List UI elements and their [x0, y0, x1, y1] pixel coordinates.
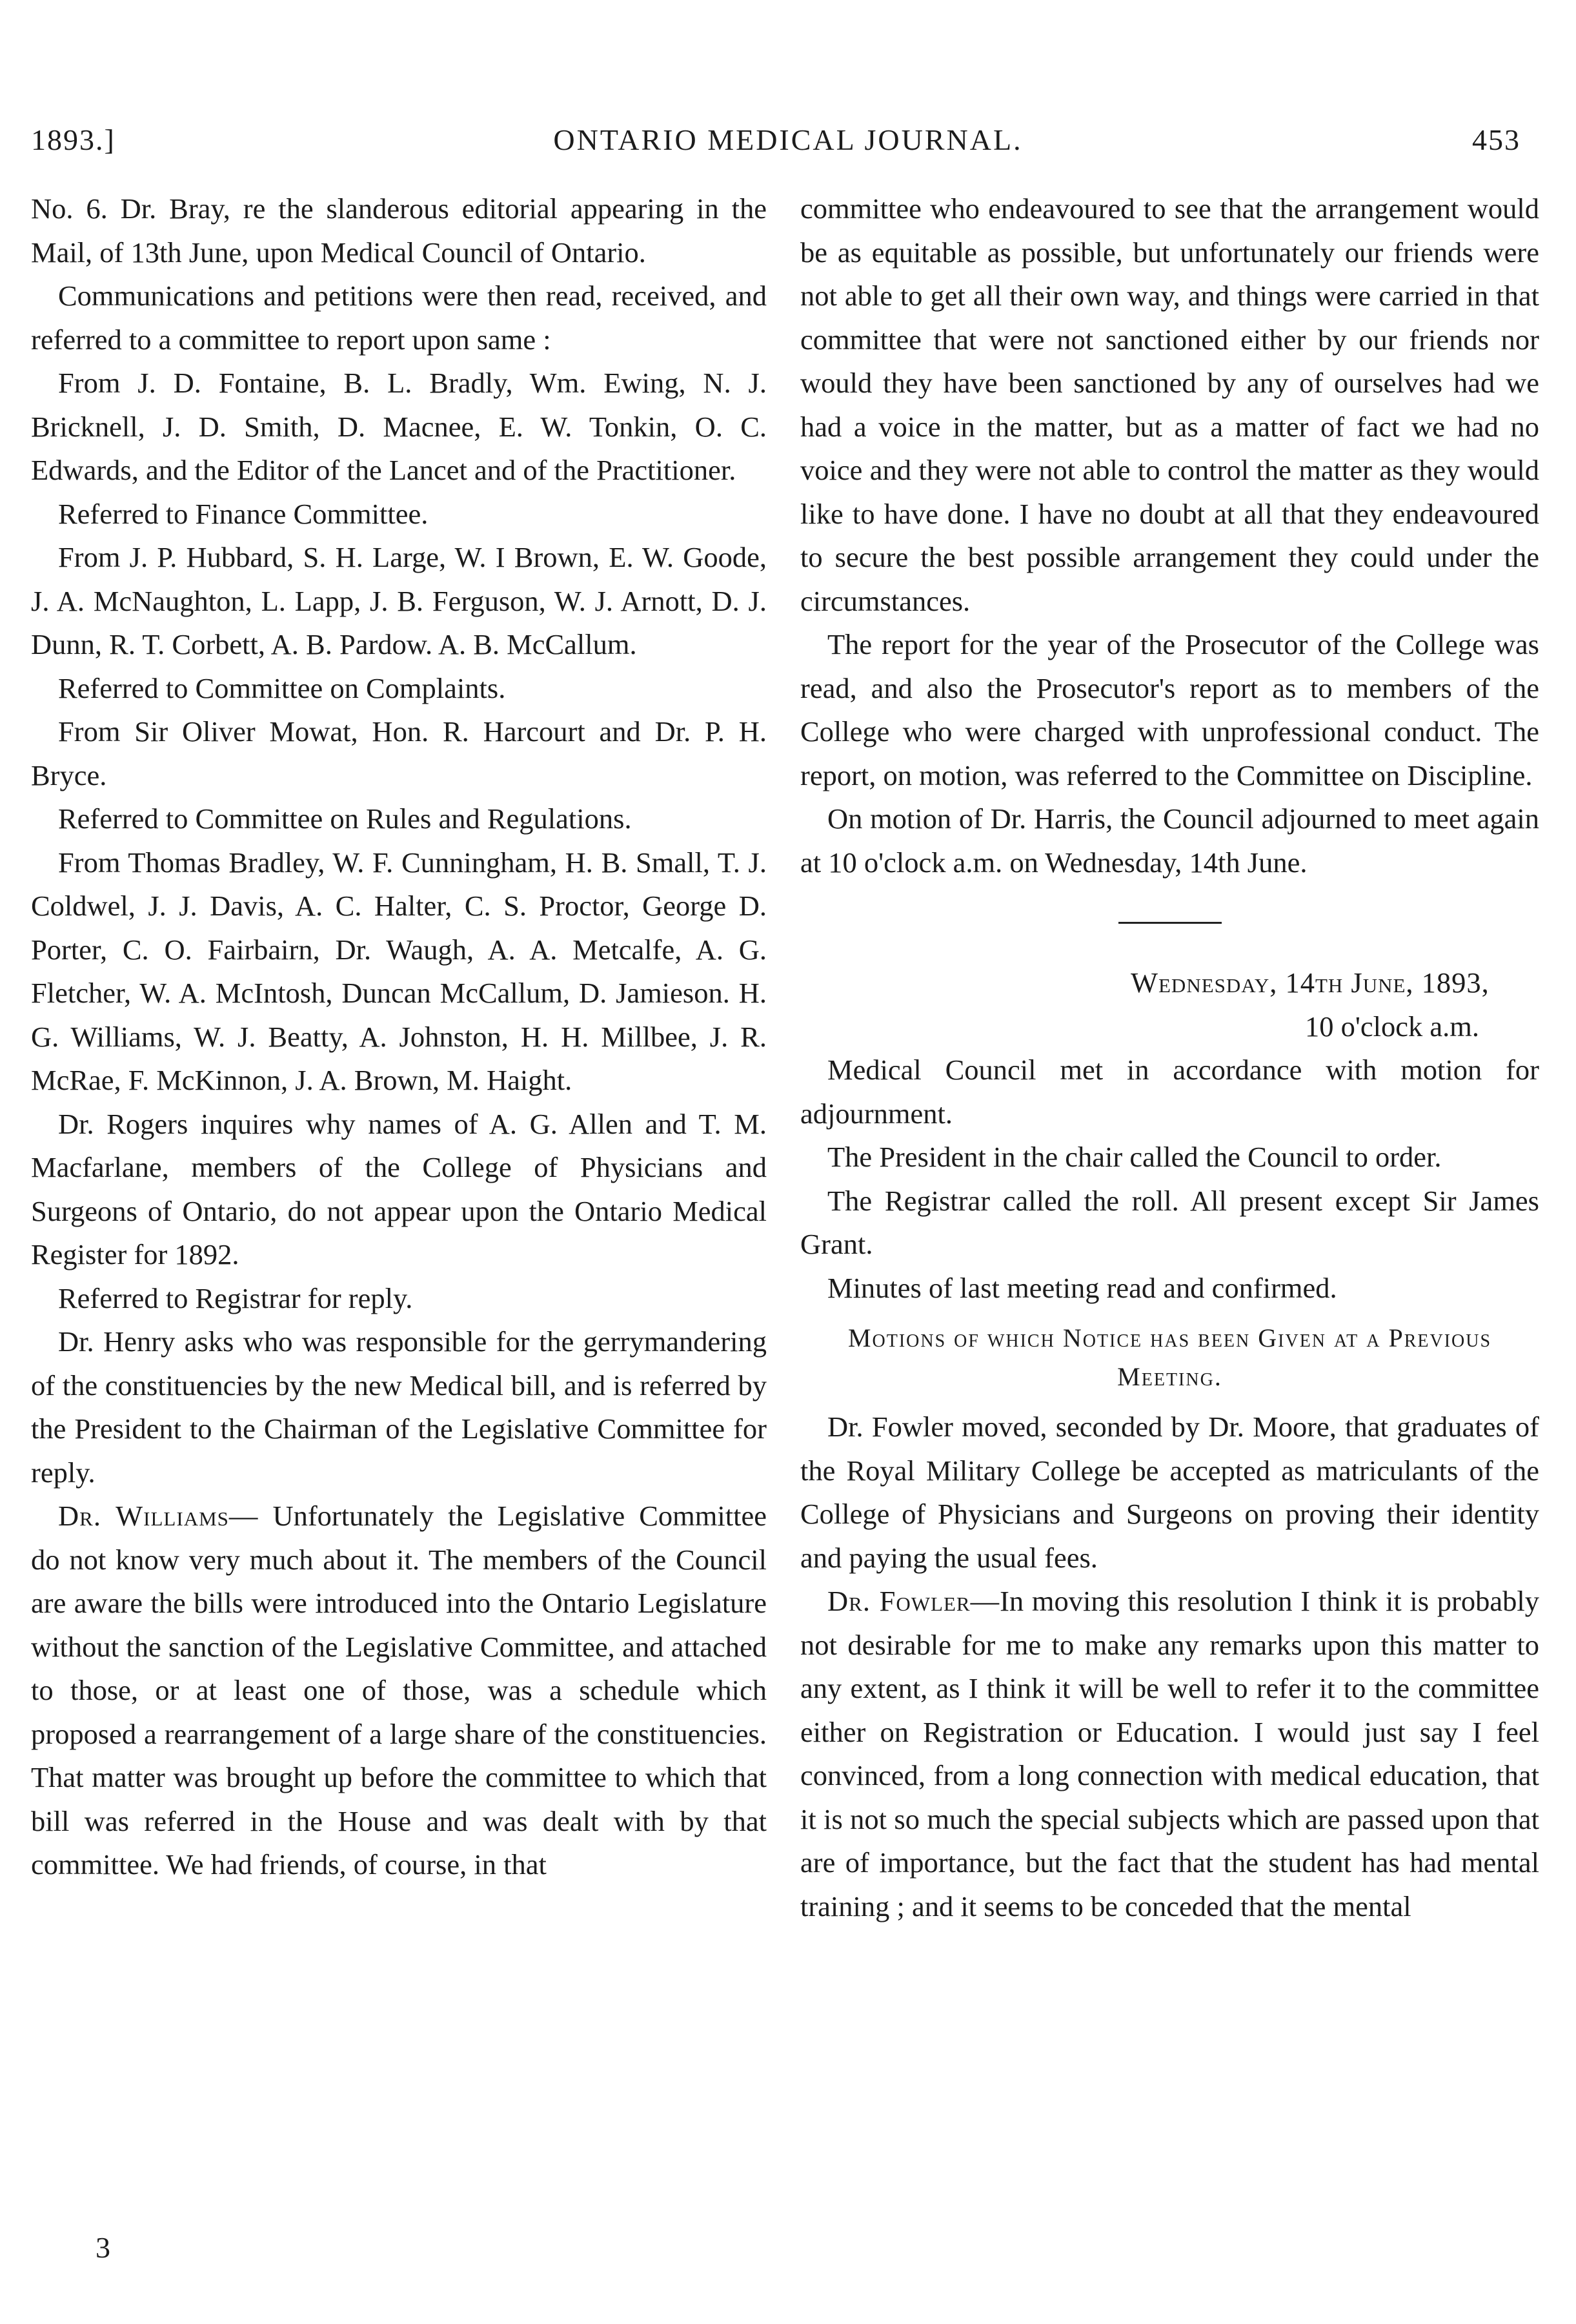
paragraph-roll-call: The Registrar called the roll. All present except Sir James Grant.	[800, 1184, 1539, 1260]
page-number: 453	[1472, 123, 1520, 156]
signature-mark: 3	[96, 2231, 110, 2264]
paragraph-henry-question: Dr. Henry asks who was responsible for the gerrymandering of the constituencies by the new Medical bill, and is referred by the President to the Chairman of the Legislative Committee for reply.	[31, 1325, 767, 1489]
session-dateline	[800, 961, 1539, 1048]
paragraph-president-order: The President in the chair called the Council to order.	[827, 1141, 1442, 1173]
paragraph-prosecutor-report: The report for the year of the Prosecutor of the College was read, and also the Prosecutor's report as to members of the College who were charged with unprofessional conduct. The report, on motion, was referred to the Committee on Discipline.	[800, 628, 1539, 791]
running-header	[31, 123, 1545, 168]
paragraph-senders-list: From Thomas Bradley, W. F. Cunningham, H. B. Small, T. J. Coldwel, J. J. Davis, A. C. Halter, C. S. Proctor, George D. Porter, C. O. Fairbairn, Dr. Waugh, A. A. Metcalfe, A. G. Fletcher, W. A. McIntosh, Duncan McCallum, D. Jamieson. H. G. Williams, W. J. Beatty, A. Johnston, H. H. Millbee, J. R. McRae, F. McKinnon, J. A. Brown, M. Haight.	[31, 846, 767, 1096]
paragraph-continuation: committee who endeavoured to see that the arrangement would be as equitable as possible, but unfortunately our friends were not able to get all their own way, and things were carried in that committee that were not sanctioned either by our friends nor would they have been sanctioned by any of ourselves had we had a voice in the matter, but as a matter of fact we had no voice and they were not able to control the matter as they would like to have done. I have no doubt at all that they endeavoured to secure the best possible arrangement they could under the circumstances.	[800, 192, 1539, 617]
header-year: 1893.]	[31, 123, 116, 156]
paragraph-williams-reply	[31, 1494, 767, 1887]
paragraph-senders-finance: From J. D. Fontaine, B. L. Bradly, Wm. Ewing, N. J. Bricknell, J. D. Smith, D. Macnee, E. W. Tonkin, O. C. Edwards, and the Editor of the Lancet and of the Practitioner.	[31, 367, 767, 486]
paragraph-referred-complaints: Referred to Committee on Complaints.	[58, 671, 506, 704]
fowler-text: In moving this resolution I think it is probably not desirable for me to make any remarks upon this matter to any extent, as I think it will be well to refer it to the committee either on Registration or Education. I would just say I feel convinced, from a long connection with medical education, that it is not so much the special subjects which are passed upon that are of importance, but the fact that the student has had mental training ; and it seems to be conceded that the mental	[800, 1585, 1539, 1922]
paragraph-referred-rules: Referred to Committee on Rules and Regulations.	[58, 802, 632, 835]
paragraph-referred-registrar: Referred to Registrar for reply.	[58, 1281, 413, 1314]
paragraph-adjournment: On motion of Dr. Harris, the Council adjourned to meet again at 10 o'clock a.m. on Wednesday, 14th June.	[800, 802, 1539, 879]
paragraph-minutes: Minutes of last meeting read and confirmed.	[827, 1271, 1337, 1304]
paragraph-senders-complaints: From J. P. Hubbard, S. H. Large, W. I Brown, E. W. Goode, J. A. McNaughton, L. Lapp, J. B. Ferguson, W. J. Arnott, D. J. Dunn, R. T. Corbett, A. B. Pardow. A. B. McCallum.	[31, 541, 767, 660]
paragraph-referred-finance: Referred to Finance Committee.	[58, 497, 429, 530]
paragraph-rogers-inquiry: Dr. Rogers inquires why names of A. G. Allen and T. M. Macfarlane, members of the College of Physicians and Surgeons of Ontario, do not appear upon the Ontario Medical Register for 1892.	[31, 1107, 767, 1270]
section-heading-motions: Motions of which Notice has been Given at a Previous Meeting.	[847, 1323, 1492, 1391]
paragraph-senders-rules: From Sir Oliver Mowat, Hon. R. Harcourt and Dr. P. H. Bryce.	[31, 715, 767, 791]
paragraph-communications: Communications and petitions were then read, received, and referred to a committee to report upon same :	[31, 280, 767, 356]
speaker-fowler: Dr. Fowler—	[827, 1585, 1000, 1617]
paragraph-fowler-motion: Dr. Fowler moved, seconded by Dr. Moore, that graduates of the Royal Military College be accepted as matriculants of the College of Physicians and Surgeons on proving their identity and paying the usual fees.	[800, 1411, 1539, 1574]
journal-title: ONTARIO MEDICAL JOURNAL.	[553, 123, 1023, 156]
session-time: 10 o'clock a.m.	[1305, 1010, 1479, 1043]
paragraph-council-met: Medical Council met in accordance with motion for adjournment.	[800, 1054, 1539, 1130]
paragraph-fowler-speech	[800, 1580, 1539, 1928]
session-date: Wednesday, 14th June, 1893,	[1131, 966, 1490, 999]
right-column	[800, 187, 1539, 1928]
paragraph-item-6: No. 6. Dr. Bray, re the slanderous editorial appearing in the Mail, of 13th June, upon Medical Council of Ontario.	[31, 192, 767, 269]
williams-text: Unfortunately the Legislative Committee do not know very much about it. The members of the Council are aware the bills were introduced into the Ontario Legislature without the sanction of the Legislative Committee, and attached to those, or at least one of those, was a schedule which proposed a rearrangement of a large share of the constituencies. That matter was brought up before the committee to which that bill was referred in the House and was dealt with by that committee. We had friends, of course, in that	[31, 1500, 767, 1881]
section-divider	[1118, 922, 1222, 924]
left-column	[31, 187, 767, 1887]
speaker-williams: Dr. Williams—	[58, 1500, 259, 1532]
